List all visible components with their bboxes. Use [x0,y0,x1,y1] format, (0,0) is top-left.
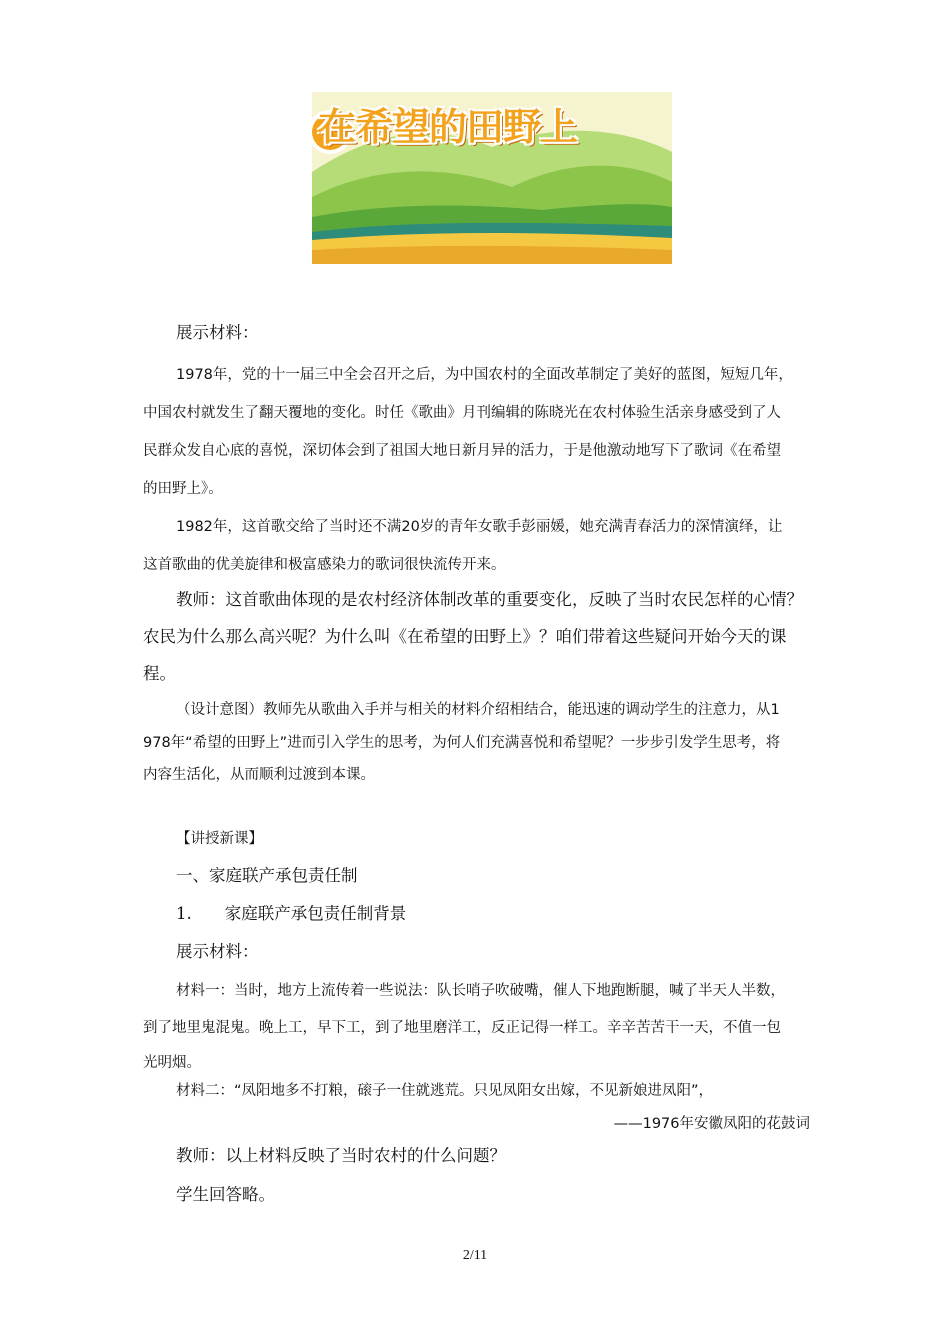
paragraph-line: 1982年，这首歌交给了当时还不满20岁的青年女歌手彭丽媛，她充满青春活力的深情演绎，让 [176,519,783,535]
design-intent-line: 978年“希望的田野上”进而引入学生的思考，为何人们充满喜悦和希望呢？一步步引发学生思考，将 [143,735,781,751]
teacher-question-line: 教师：这首歌曲体现的是农村经济体制改革的重要变化，反映了当时农民怎样的心情？ [176,590,803,609]
material-line: 光明烟。 [143,1055,201,1071]
paragraph-line: 民群众发自心底的喜悦，深切体会到了祖国大地日新月异的活力，于是他激动地写下了歌词《在希望 [143,443,781,459]
section-heading: 【讲授新课】 [176,831,263,847]
chapter-heading: 一、家庭联产承包责任制 [176,866,358,885]
song-banner-image [312,92,672,264]
teacher-question-line: 教师：以上材料反映了当时农村的什么问题？ [176,1146,506,1165]
material-source: ——1976年安徽凤阳的花鼓词 [613,1116,810,1132]
paragraph-line: 1978年，党的十一届三中全会召开之后，为中国农村的全面改革制定了美好的蓝图，短短几年， [176,367,793,383]
design-intent-line: （设计意图）教师先从歌曲入手并与相关的材料介绍相结合，能迅速的调动学生的注意力，从1 [176,702,780,718]
show-material-label: 展示材料： [176,323,259,342]
paragraph-line: 中国农村就发生了翻天覆地的变化。时任《歌曲》月刊编辑的陈晓光在农村体验生活亲身感受到了人 [143,405,781,421]
material-line: 到了地里鬼混鬼。晚上工，早下工，到了地里磨洋工，反正记得一样工。辛辛苦苦干一天，不值一包 [143,1020,781,1036]
show-material-label: 展示材料： [176,942,259,961]
teacher-question-line: 程。 [143,664,176,683]
design-intent-line: 内容生活化，从而顺利过渡到本课。 [143,767,375,783]
page-number: 2/11 [462,1248,488,1263]
subsection-heading: 1. 家庭联产承包责任制背景 [176,904,407,923]
material-line: 材料一：当时，地方上流传着一些说法：队长哨子吹破嘴，催人下地跑断腿，喊了半天人半数， [176,983,785,999]
paragraph-line: 的田野上》。 [143,481,223,497]
teacher-question-line: 农民为什么那么高兴呢？为什么叫《在希望的田野上》？咱们带着这些疑问开始今天的课 [143,627,787,646]
banner-title-text: 在希望的田野上 [318,105,578,149]
paragraph-line: 这首歌曲的优美旋律和极富感染力的歌词很快流传开来。 [143,557,506,573]
material-line: 材料二：“凤阳地多不打粮，磙子一住就逃荒。只见凤阳女出嫁，不见新娘进凤阳”， [176,1083,714,1099]
student-answer-line: 学生回答略。 [176,1185,275,1204]
